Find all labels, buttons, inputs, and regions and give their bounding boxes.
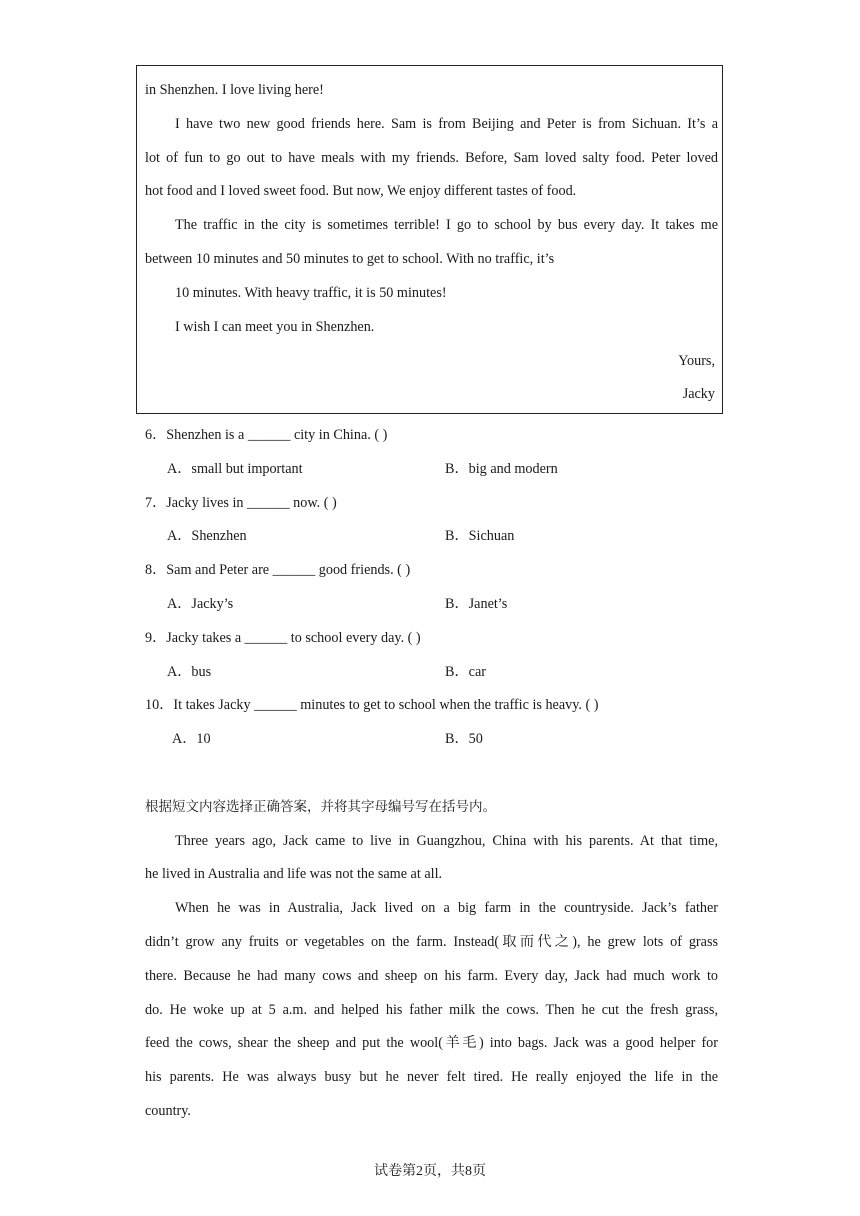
passage-line: country. xyxy=(145,1103,191,1119)
letter-line: hot food and I loved sweet food. But now, We enjoy different tastes of food. xyxy=(145,183,577,199)
option-a: A．bus xyxy=(167,664,212,680)
option-b: B．Janet’s xyxy=(445,596,508,612)
passage-line: do. He woke up at 5 a.m. and helped his father milk the cows. Then he cut the fresh grass, xyxy=(145,1002,718,1018)
option-b: B．big and modern xyxy=(445,461,558,477)
passage-line: feed the cows, shear the sheep and put the wool(羊毛) into bags. Jack was a good helper for xyxy=(145,1035,718,1051)
letter-line: between 10 minutes and 50 minutes to get to school. With no traffic, it’s xyxy=(145,251,555,267)
passage-line: there. Because he had many cows and sheep on his farm. Every day, Jack had much work to xyxy=(145,968,718,984)
passage-line: he lived in Australia and life was not the same at all. xyxy=(145,866,443,882)
page-footer: 试卷第2页，共8页 xyxy=(374,1164,486,1179)
passage-line: didn’t grow any fruits or vegetables on the farm. Instead(取而代之), he grew lots of grass xyxy=(145,934,718,950)
letter-line: 10 minutes. With heavy traffic, it is 50 minutes! xyxy=(175,285,447,301)
question-stem: 6．Shenzhen is a ______ city in China. ( ) xyxy=(145,427,388,443)
option-b: B．car xyxy=(445,664,486,680)
letter-line: lot of fun to go out to have meals with my friends. Before, Sam loved salty food. Peter loved xyxy=(145,150,718,166)
option-a: A．10 xyxy=(172,731,211,747)
letter-line: in Shenzhen. I love living here! xyxy=(145,82,324,98)
option-b: B．50 xyxy=(445,731,483,747)
letter-signature: Jacky xyxy=(682,386,715,402)
passage-line: his parents. He was always busy but he never felt tired. He really enjoyed the life in the xyxy=(145,1069,718,1085)
question-stem: 9．Jacky takes a ______ to school every day. ( ) xyxy=(145,630,421,646)
option-a: A．Shenzhen xyxy=(167,528,247,544)
letter-line: The traffic in the city is sometimes terrible! I go to school by bus every day. It takes me xyxy=(175,217,718,233)
option-a: A．Jacky’s xyxy=(167,596,234,612)
question-stem: 10．It takes Jacky ______ minutes to get to school when the traffic is heavy. ( ) xyxy=(145,697,599,713)
passage-line: Three years ago, Jack came to live in Guangzhou, China with his parents. At that time, xyxy=(175,833,718,849)
option-a: A．small but important xyxy=(167,461,303,477)
letter-closing: Yours, xyxy=(678,353,715,369)
passage-line: When he was in Australia, Jack lived on a big farm in the countryside. Jack’s father xyxy=(175,900,718,916)
question-stem: 8．Sam and Peter are ______ good friends. ( ) xyxy=(145,562,411,578)
letter-line: I wish I can meet you in Shenzhen. xyxy=(175,319,375,335)
section-instruction: 根据短文内容选择正确答案，并将其字母编号写在括号内。 xyxy=(145,799,496,815)
letter-line: I have two new good friends here. Sam is from Beijing and Peter is from Sichuan. It’s a xyxy=(175,116,718,132)
option-b: B．Sichuan xyxy=(445,528,515,544)
question-stem: 7．Jacky lives in ______ now. ( ) xyxy=(145,495,337,511)
